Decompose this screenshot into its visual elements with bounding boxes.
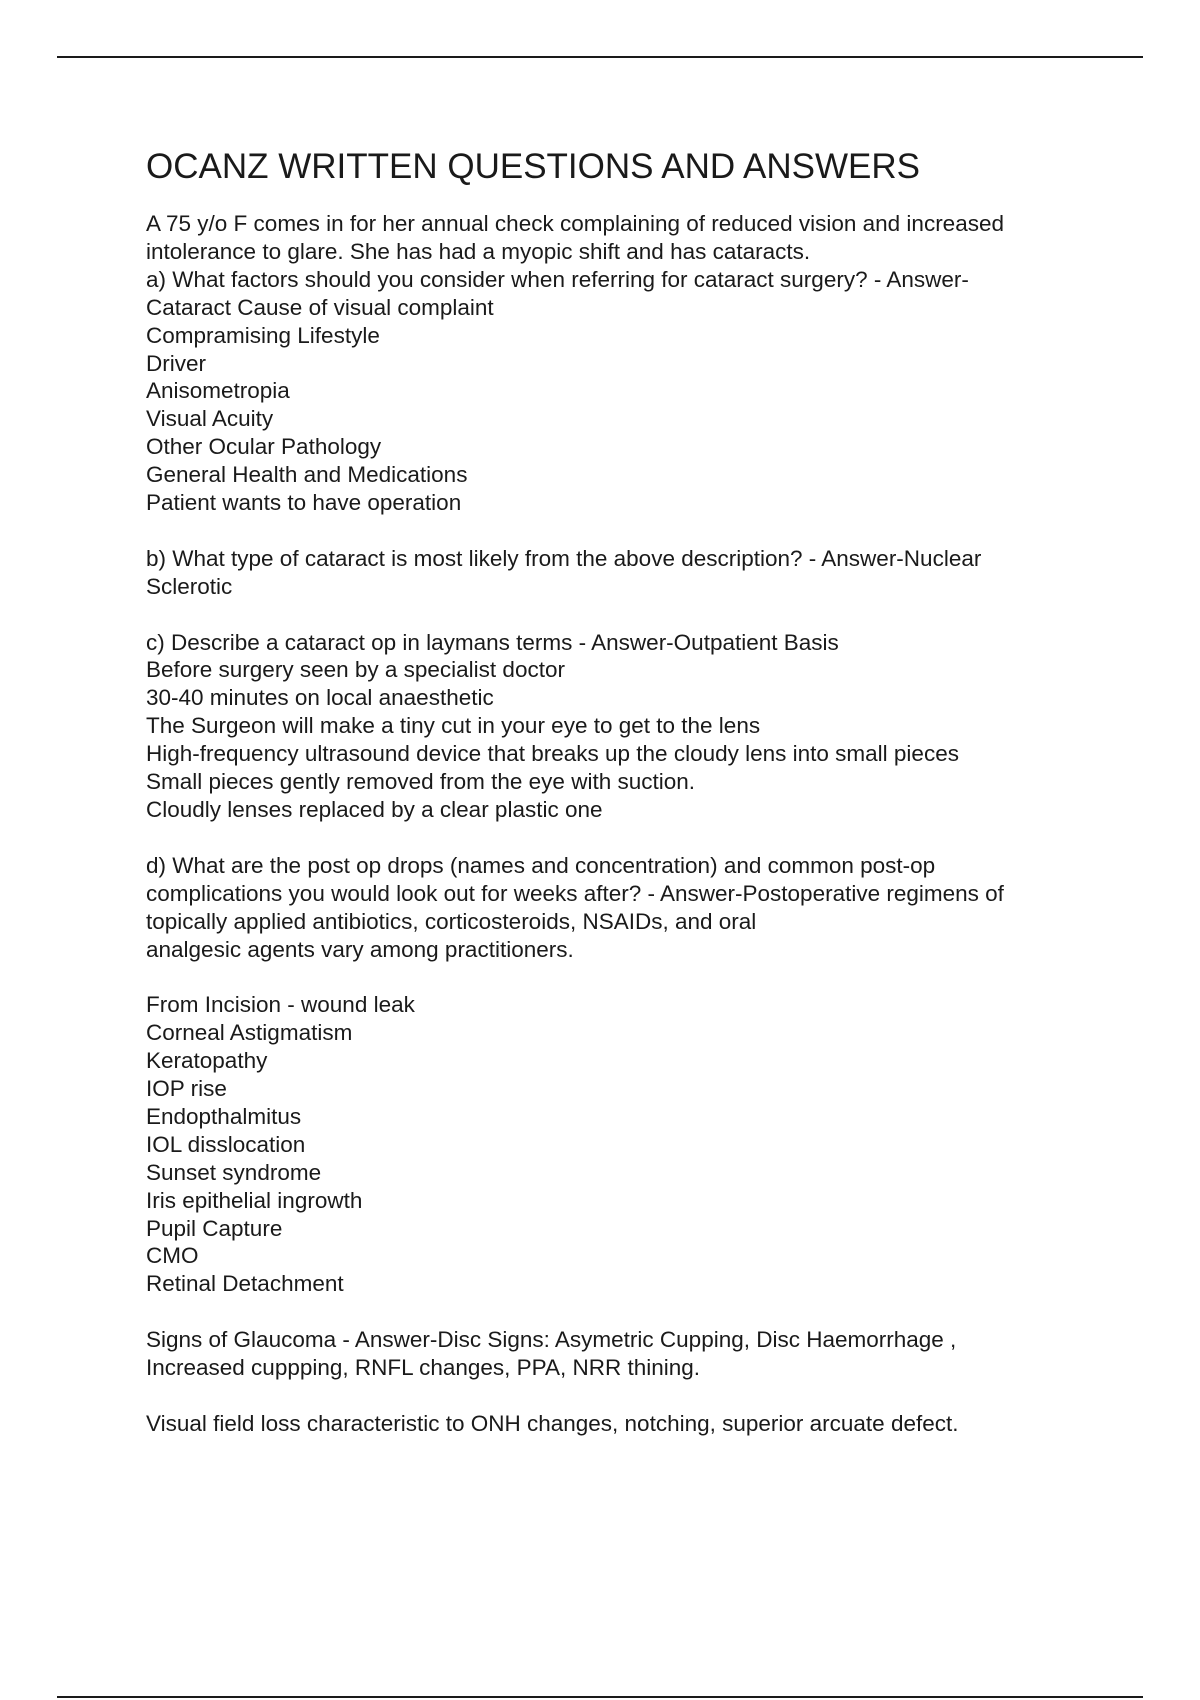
- text-line: a) What factors should you consider when referring for cataract surgery? - Answer-: [146, 266, 969, 292]
- document-title: OCANZ WRITTEN QUESTIONS AND ANSWERS: [146, 147, 920, 186]
- document-body: [146, 210, 1086, 1438]
- text-line: Increased cuppping, RNFL changes, PPA, NRR thining.: [146, 1355, 701, 1381]
- text-line: c) Describe a cataract op in laymans terms - Answer-Outpatient Basis: [146, 629, 839, 655]
- text-line: From Incision - wound leak: [146, 992, 415, 1018]
- text-line: Anisometropia: [146, 378, 290, 404]
- text-line: analgesic agents vary among practitioners.: [146, 936, 574, 962]
- blank-line: [146, 1382, 1086, 1410]
- text-line: Other Ocular Pathology: [146, 434, 382, 460]
- blank-line: [146, 1298, 1086, 1326]
- text-line: complications you would look out for weeks after? - Answer-Postoperative regimens of: [146, 880, 1004, 906]
- text-line: Cataract Cause of visual complaint: [146, 294, 494, 320]
- text-line: Pupil Capture: [146, 1215, 283, 1241]
- blank-line: [146, 601, 1086, 629]
- text-line: Visual field loss characteristic to ONH changes, notching, superior arcuate defect.: [146, 1410, 959, 1436]
- text-line: Patient wants to have operation: [146, 490, 462, 516]
- text-line: Sunset syndrome: [146, 1159, 322, 1185]
- text-line: IOP rise: [146, 1076, 227, 1102]
- text-line: Before surgery seen by a specialist doctor: [146, 657, 565, 683]
- text-line: IOL disslocation: [146, 1131, 306, 1157]
- text-line: Endopthalmitus: [146, 1103, 302, 1129]
- text-line: intolerance to glare. She has had a myopic shift and has cataracts.: [146, 238, 811, 264]
- text-line: Iris epithelial ingrowth: [146, 1187, 363, 1213]
- bottom-rule: [57, 1696, 1143, 1698]
- blank-line: [146, 517, 1086, 545]
- text-line: 30-40 minutes on local anaesthetic: [146, 685, 494, 711]
- text-line: topically applied antibiotics, corticosteroids, NSAIDs, and oral: [146, 908, 757, 934]
- text-line: Keratopathy: [146, 1048, 268, 1074]
- blank-line: [146, 963, 1086, 991]
- blank-line: [146, 824, 1086, 852]
- top-rule: [57, 56, 1143, 58]
- text-line: CMO: [146, 1243, 199, 1269]
- text-line: High-frequency ultrasound device that breaks up the cloudy lens into small pieces: [146, 741, 959, 767]
- text-line: Driver: [146, 350, 206, 376]
- text-line: Small pieces gently removed from the eye with suction.: [146, 769, 695, 795]
- text-line: General Health and Medications: [146, 462, 468, 488]
- text-line: The Surgeon will make a tiny cut in your eye to get to the lens: [146, 713, 761, 739]
- text-line: Retinal Detachment: [146, 1271, 344, 1297]
- text-line: A 75 y/o F comes in for her annual check complaining of reduced vision and increased: [146, 211, 1004, 236]
- text-line: Corneal Astigmatism: [146, 1020, 353, 1046]
- text-line: d) What are the post op drops (names and concentration) and common post-op: [146, 852, 936, 878]
- text-line: Sclerotic: [146, 573, 233, 599]
- text-line: b) What type of cataract is most likely from the above description? - Answer-Nuclear: [146, 545, 982, 571]
- text-line: Visual Acuity: [146, 406, 274, 432]
- text-line: Cloudly lenses replaced by a clear plastic one: [146, 797, 603, 822]
- text-line: Signs of Glaucoma - Answer-Disc Signs: Asymetric Cupping, Disc Haemorrhage ,: [146, 1327, 957, 1353]
- text-line: Compramising Lifestyle: [146, 322, 380, 348]
- page-content: [146, 138, 1086, 1438]
